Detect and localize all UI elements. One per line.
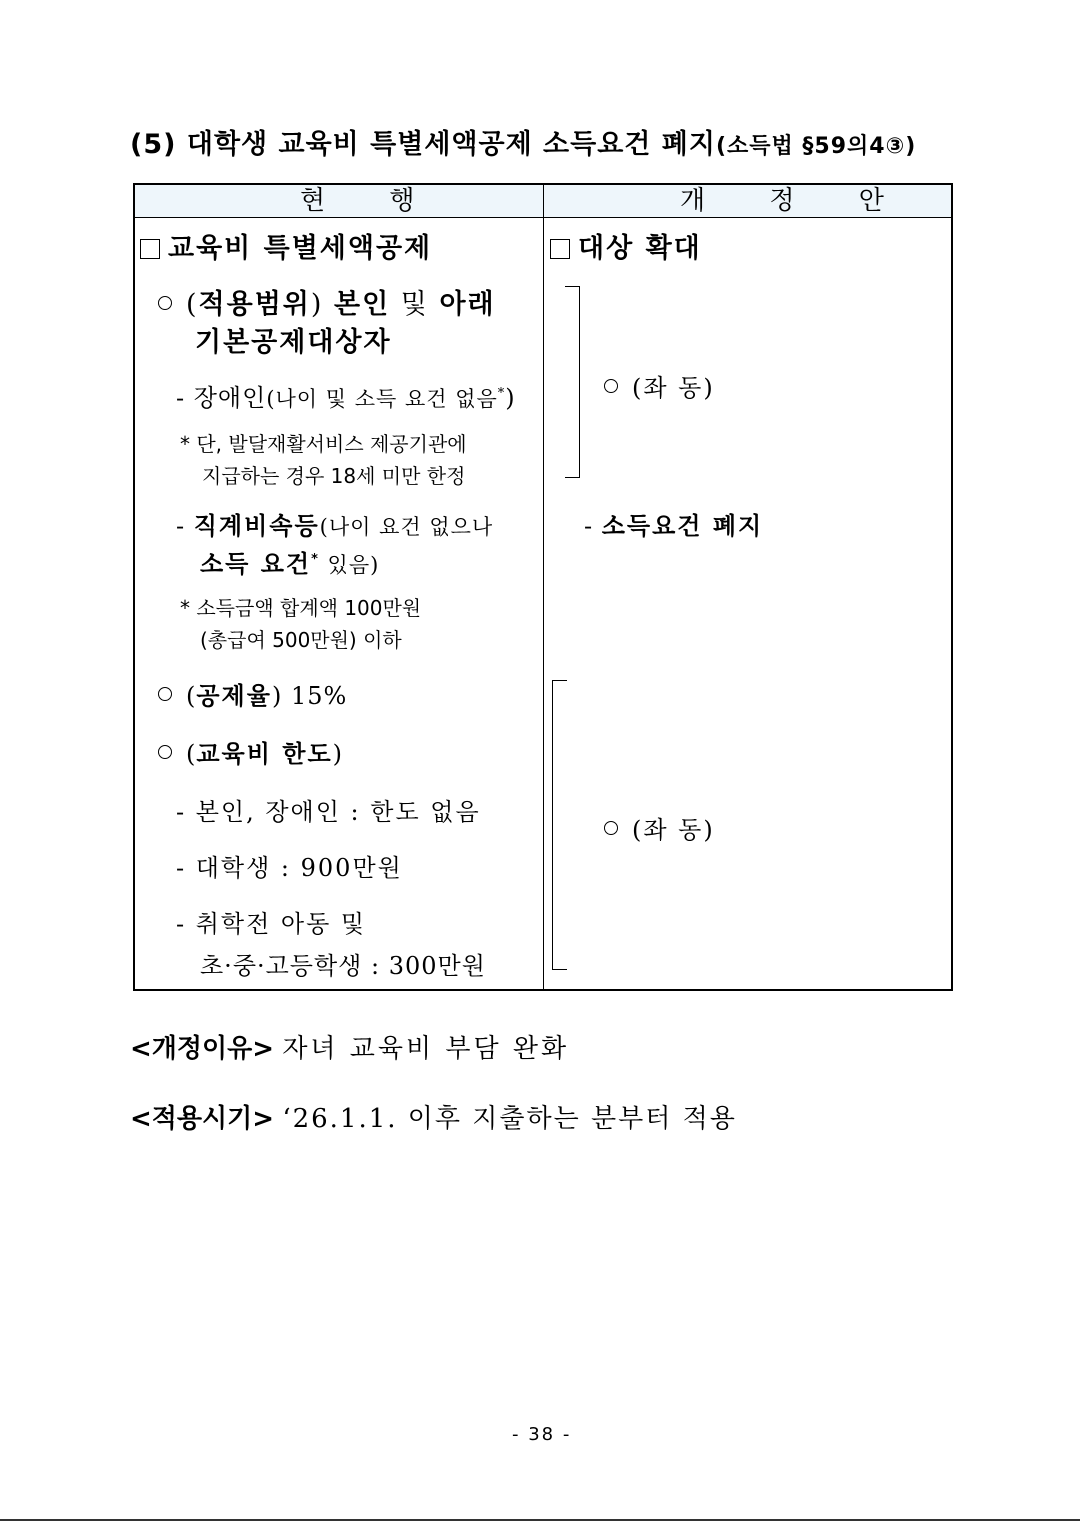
- revised-section-heading: [550, 226, 702, 265]
- limit-item-2: - 대학생 : 900만원: [176, 854, 403, 882]
- scope-line2: 기본공제대상자: [195, 327, 392, 358]
- rate-item: (공제율) 15%: [158, 676, 347, 711]
- revised-section-label: 대상 확대: [578, 233, 702, 264]
- limit-item-3-line2: 초·중·고등학생 : 300만원: [200, 952, 486, 980]
- checkbox-square-icon: [140, 239, 160, 259]
- bullet-circle-icon: [158, 687, 172, 701]
- footnote-1-line2: 지급하는 경우 18세 미만 한정: [202, 464, 466, 488]
- abolish-item: - 소득요건 폐지: [584, 512, 764, 540]
- bullet-circle-icon: [604, 821, 618, 835]
- lineal-item: - 직계비속등(나이 요건 없으나: [176, 512, 494, 540]
- same-as-left-2: (좌 동): [604, 810, 715, 845]
- footnote-2-line2: (총급여 500만원) 이하: [200, 628, 402, 652]
- header-revised: 개 정 안: [680, 186, 912, 216]
- checkbox-square-icon: [550, 239, 570, 259]
- current-section-label: 교육비 특별세액공제: [168, 233, 433, 264]
- header-current: 현 행: [300, 186, 443, 216]
- page-number: - 38 -: [512, 1424, 572, 1445]
- bullet-circle-icon: [604, 379, 618, 393]
- scope-item: (적용범위) 본인 및 아래: [158, 282, 496, 321]
- limit-item-1: - 본인, 장애인 : 한도 없음: [176, 798, 481, 826]
- bracket-right: [565, 286, 580, 478]
- disabled-item: - 장애인(나이 및 소득 요건 없음*): [176, 384, 516, 412]
- title-law-reference: (소득법 §59의4③): [715, 134, 917, 159]
- limit-item: (교육비 한도): [158, 734, 343, 769]
- footnote-1: * 단, 발달재활서비스 제공기관에: [180, 432, 467, 456]
- scope-label: 적용범위: [198, 289, 311, 320]
- bullet-circle-icon: [158, 745, 172, 759]
- effective-date-label: <적용시기>: [130, 1104, 275, 1134]
- bracket-left: [552, 680, 567, 970]
- bottom-border: [0, 1519, 1080, 1521]
- title-main: (5) 대학생 교육비 특별세액공제 소득요건 폐지: [130, 129, 716, 160]
- revision-reason-label: <개정이유>: [130, 1034, 275, 1064]
- page-title: [130, 122, 916, 161]
- lineal-line2: 소득 요건* 있음): [200, 550, 380, 578]
- bullet-circle-icon: [158, 296, 172, 310]
- revision-reason: [130, 1028, 569, 1065]
- column-divider: [543, 185, 544, 989]
- effective-date: [130, 1098, 737, 1135]
- revision-reason-text: 자녀 교육비 부담 완화: [282, 1034, 570, 1064]
- limit-item-3: - 취학전 아동 및: [176, 910, 367, 938]
- footnote-2: * 소득금액 합계액 100만원: [180, 596, 422, 620]
- effective-date-text: ‘26.1.1. 이후 지출하는 분부터 적용: [282, 1104, 737, 1134]
- same-as-left-1: (좌 동): [604, 368, 715, 403]
- current-section-heading: [140, 226, 432, 265]
